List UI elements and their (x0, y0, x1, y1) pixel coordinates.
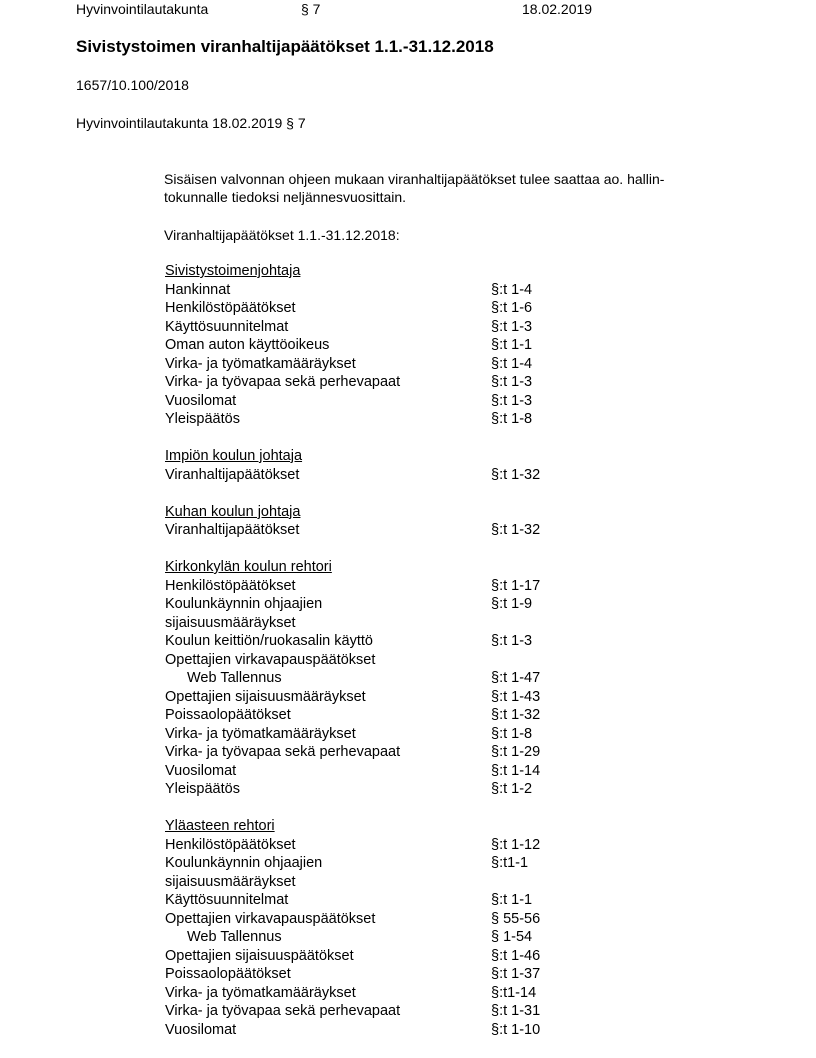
decision-label: Käyttösuunnitelmat (165, 892, 289, 908)
decision-ref: §:t 1-3 (491, 318, 533, 335)
decision-row (165, 780, 585, 799)
decision-label: Henkilöstöpäätökset (165, 300, 296, 316)
decision-row (165, 614, 585, 633)
decision-row (165, 1002, 585, 1021)
decision-ref: §:t 1-14 (491, 762, 541, 779)
decision-section (165, 817, 585, 1039)
decision-ref: §:t 1-6 (491, 300, 533, 316)
decision-row (165, 373, 585, 392)
header-date: 18.02.2019 (522, 1, 593, 17)
decision-ref: §:t 1-47 (491, 670, 541, 686)
decision-row (165, 355, 585, 374)
decision-label: Virka- ja työvapaa sekä perhevapaat (165, 374, 401, 390)
decision-label: Opettajien sijaisuusmääräykset (165, 688, 366, 705)
decision-row (165, 595, 585, 614)
decision-ref: §:t 1-46 (491, 947, 541, 964)
decision-label: Opettajien virkavapauspäätökset (165, 910, 376, 927)
decision-label: Koulunkäynnin ohjaajien (165, 596, 323, 612)
decision-section (165, 503, 585, 540)
decision-row (165, 299, 585, 318)
decision-listing (165, 262, 585, 1058)
decision-label: Yleispäätös (165, 411, 240, 427)
section-title: Kirkonkylän koulun rehtori (165, 559, 332, 575)
decision-ref: §:t 1-4 (491, 281, 533, 298)
decision-label: Henkilöstöpäätökset (165, 577, 296, 594)
decision-row (165, 984, 585, 1003)
decision-label: Vuosilomat (165, 762, 237, 779)
decision-ref: §:t 1-4 (491, 355, 533, 372)
decision-ref: §:t 1-12 (491, 836, 541, 853)
decision-row (165, 281, 585, 300)
decision-ref: §:t 1-31 (491, 1003, 541, 1019)
decision-ref: § 1-54 (491, 929, 533, 945)
decision-section (165, 558, 585, 799)
decision-label: Viranhaltijapäätökset (165, 466, 300, 483)
decision-label: Web Tallennus (187, 929, 282, 945)
decision-row (165, 410, 585, 429)
decision-row (165, 910, 585, 929)
decision-ref: §:t 1-3 (491, 633, 533, 649)
decision-label: Poissaolopäätökset (165, 707, 291, 723)
decision-row (165, 318, 585, 337)
intro-line-1: Sisäisen valvonnan ohjeen mukaan viranhaltijapäätökset tulee saattaa ao. hallin- (164, 171, 665, 187)
decision-row (165, 725, 585, 744)
decision-ref: §:t 1-3 (491, 374, 533, 390)
decision-ref: §:t 1-3 (491, 392, 533, 409)
decision-row (165, 873, 585, 892)
decision-row (165, 928, 585, 947)
decision-row (165, 688, 585, 707)
section-title: Kuhan koulun johtaja (165, 503, 301, 520)
diary-number: 1657/10.100/2018 (76, 77, 189, 93)
decision-row (165, 521, 585, 540)
decision-label: Poissaolopäätökset (165, 966, 291, 982)
section-title: Sivistystoimenjohtaja (165, 263, 301, 279)
decision-row (165, 762, 585, 781)
decision-label: Virka- ja työmatkamääräykset (165, 984, 356, 1001)
decision-label: Viranhaltijapäätökset (165, 522, 300, 538)
decision-label: Koulun keittiön/ruokasalin käyttö (165, 633, 373, 649)
decision-ref: §:t 1-10 (491, 1021, 541, 1038)
decision-label: sijaisuusmääräykset (165, 873, 296, 890)
decision-label: Käyttösuunnitelmat (165, 318, 289, 335)
decision-label: Virka- ja työvapaa sekä perhevapaat (165, 744, 401, 760)
decision-row (165, 836, 585, 855)
decision-label: Vuosilomat (165, 1021, 237, 1038)
decision-label: Koulunkäynnin ohjaajien (165, 855, 323, 871)
decision-label: Virka- ja työmatkamääräykset (165, 355, 356, 372)
decision-ref: §:t1-14 (491, 984, 537, 1001)
decision-row (165, 743, 585, 762)
decision-ref: §:t 1-32 (491, 466, 541, 483)
decision-ref: §:t 1-8 (491, 725, 533, 742)
decision-label: Virka- ja työmatkamääräykset (165, 725, 356, 742)
decision-ref: §:t 1-2 (491, 781, 533, 797)
decision-label: Oman auton käyttöoikeus (165, 337, 330, 353)
decision-row (165, 854, 585, 873)
decision-label: Vuosilomat (165, 392, 237, 409)
intro-text (164, 170, 764, 244)
decision-label: sijaisuusmääräykset (165, 614, 296, 631)
document-title: Sivistystoimen viranhaltijapäätökset 1.1.-31.12.2018 (76, 37, 494, 56)
header-section: § 7 (301, 1, 321, 17)
decision-row (165, 466, 585, 485)
decision-row (165, 965, 585, 984)
decision-ref: §:t 1-32 (491, 707, 541, 723)
decision-row (165, 336, 585, 355)
decision-row (165, 1021, 585, 1040)
decision-ref: §:t 1-37 (491, 966, 541, 982)
decision-label: Opettajien sijaisuuspäätökset (165, 947, 354, 964)
decision-label: Web Tallennus (187, 670, 282, 686)
header-committee: Hyvinvointilautakunta (76, 1, 209, 17)
meeting-reference: Hyvinvointilautakunta 18.02.2019 § 7 (76, 115, 306, 131)
decision-section (165, 262, 585, 429)
decision-ref: §:t 1-8 (491, 411, 533, 427)
decision-ref: §:t 1-32 (491, 522, 541, 538)
section-title: Impiön koulun johtaja (165, 448, 303, 464)
decision-label: Hankinnat (165, 281, 231, 298)
decision-row (165, 632, 585, 651)
decision-row (165, 891, 585, 910)
decision-ref: §:t1-1 (491, 855, 529, 871)
decision-label: Henkilöstöpäätökset (165, 836, 296, 853)
section-title: Yläasteen rehtori (165, 818, 275, 834)
decision-row (165, 651, 585, 670)
decision-label: Yleispäätös (165, 781, 240, 797)
decision-label: Virka- ja työvapaa sekä perhevapaat (165, 1003, 401, 1019)
decision-section (165, 447, 585, 484)
decision-ref: §:t 1-9 (491, 596, 533, 612)
intro-line-2: tokunnalle tiedoksi neljännesvuosittain. (164, 189, 407, 205)
decision-ref: §:t 1-17 (491, 577, 541, 594)
decision-ref: §:t 1-1 (491, 892, 533, 908)
decision-label: Opettajien virkavapauspäätökset (165, 651, 376, 668)
decision-ref: §:t 1-29 (491, 744, 541, 760)
decision-row (165, 392, 585, 411)
decision-row (165, 577, 585, 596)
decision-row (165, 706, 585, 725)
decision-row (165, 669, 585, 688)
decision-ref: § 55-56 (491, 910, 541, 927)
decision-row (165, 947, 585, 966)
list-heading: Viranhaltijapäätökset 1.1.-31.12.2018: (164, 227, 400, 243)
decision-ref: §:t 1-1 (491, 337, 533, 353)
decision-ref: §:t 1-43 (491, 688, 541, 705)
